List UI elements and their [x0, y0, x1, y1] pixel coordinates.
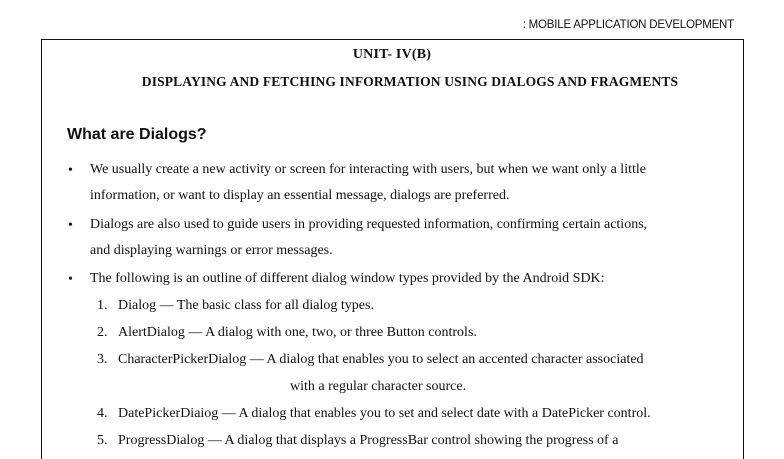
item-text: Dialog — The basic class for all dialog types.	[118, 298, 374, 313]
bullet-marker: •	[68, 272, 73, 287]
item-number: 3.	[97, 352, 108, 367]
paragraph-line: information, or want to display an essential message, dialogs are preferred.	[90, 188, 510, 203]
item-text: AlertDialog — A dialog with one, two, or three Button controls.	[118, 325, 477, 340]
running-header: : MOBILE APPLICATION DEVELOPMENT	[522, 19, 734, 31]
bullet-marker: •	[68, 218, 73, 233]
section-heading: What are Dialogs?	[67, 126, 207, 143]
paragraph-line: The following is an outline of different dialog window types provided by the Android SDK:	[90, 271, 605, 286]
item-number: 4.	[97, 406, 108, 421]
unit-title: UNIT- IV(B)	[352, 47, 432, 62]
item-text: DatePickerDiaiog — A dialog that enables you to set and select date with a DatePicker control.	[118, 406, 651, 421]
item-number: 2.	[97, 325, 108, 340]
numbered-item	[97, 433, 618, 449]
item-number: 1.	[97, 298, 108, 313]
document-title: DISPLAYING AND FETCHING INFORMATION USING DIALOGS AND FRAGMENTS	[141, 74, 679, 89]
item-continuation: with a regular character source.	[290, 379, 467, 394]
bullet-marker: •	[68, 163, 73, 178]
numbered-item	[97, 325, 477, 341]
paragraph-line: Dialogs are also used to guide users in providing requested information, confirming certain actions,	[90, 217, 648, 232]
numbered-item	[97, 406, 651, 422]
item-text: ProgressDialog — A dialog that displays a ProgressBar control showing the progress of a	[118, 433, 619, 448]
item-text: CharacterPickerDialog — A dialog that enables you to select an accented character associated	[118, 352, 644, 367]
paragraph-line: and displaying warnings or error messages.	[90, 243, 333, 258]
numbered-item	[97, 352, 644, 368]
numbered-item	[97, 298, 374, 314]
paragraph-line: We usually create a new activity or screen for interacting with users, but when we want only a little	[90, 162, 646, 177]
item-number: 5.	[97, 433, 108, 448]
